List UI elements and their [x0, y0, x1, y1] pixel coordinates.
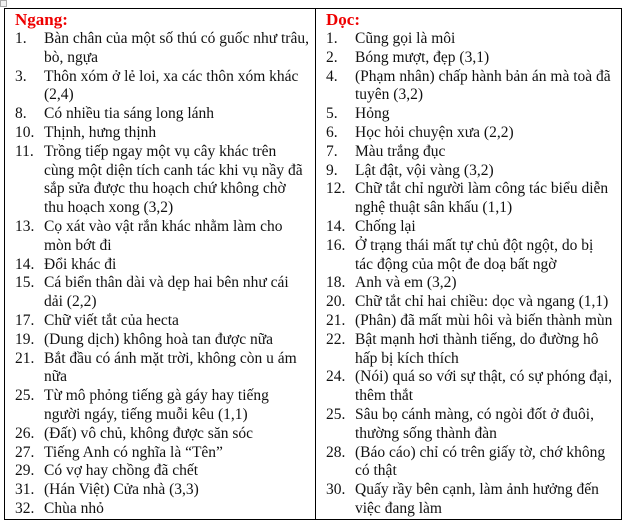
clue-number: 25.: [326, 405, 346, 423]
clue-text: Chữ tắt chỉ người làm công tác biểu diễn nghệ thuật sân khấu (1,1): [355, 180, 609, 217]
clue-text: Tiếng Anh có nghĩa là “Tên”: [44, 443, 223, 461]
clue-text: Đổi khác đi: [44, 255, 117, 273]
clue-text: (Phân) đã mất mùi hôi và biến thành mùn: [355, 311, 613, 329]
clue-row: [326, 444, 615, 482]
clue-number: 8.: [15, 105, 27, 123]
clue-text: Anh và em (3,2): [355, 274, 457, 292]
clue-row: [326, 218, 615, 237]
clue-text: Từ mô phỏng tiếng gà gáy hay tiếng người ngáy, tiếng muỗi kêu (1,1): [44, 387, 269, 423]
down-header: Dọc:: [326, 10, 360, 29]
clue-row: [15, 143, 309, 218]
clue-text: Cá biển thân dài và dẹp hai bên như cái dải (2,2): [44, 274, 289, 311]
clue-number: 14.: [15, 255, 35, 273]
clue-number: 2.: [326, 48, 338, 66]
clue-number: 24.: [326, 368, 346, 386]
clue-number: 26.: [15, 424, 35, 442]
clue-row: [326, 368, 615, 406]
clue-row: [15, 124, 309, 143]
clue-text: Thôn xóm ở lẻ loi, xa các thôn xóm khác (2,4): [44, 67, 299, 104]
clue-row: [326, 237, 615, 275]
clue-row: [15, 105, 309, 124]
table-handle-icon: [0, 0, 7, 7]
clue-row: [326, 143, 615, 162]
clue-row: [326, 124, 615, 143]
clue-row: [326, 312, 615, 331]
clue-text: (Nói) quá so với sự thật, có sự phóng đại, thêm thắt: [355, 368, 613, 405]
clue-row: [326, 180, 615, 218]
clue-number: 7.: [326, 142, 338, 160]
clue-number: 22.: [326, 330, 346, 348]
clue-row: [326, 331, 615, 369]
clue-text: Bật mạnh hơi thành tiếng, do đường hô hấp bị kích thích: [355, 330, 599, 367]
clue-number: 19.: [15, 330, 35, 348]
clue-number: 21.: [15, 349, 35, 367]
clue-row: [326, 481, 615, 519]
across-column: [5, 9, 316, 519]
clue-row: [15, 68, 309, 106]
clue-number: 25.: [15, 387, 35, 405]
clue-row: [15, 481, 309, 500]
clue-text: (Báo cáo) chỉ có trên giấy tờ, chớ không có thật: [355, 443, 606, 480]
clue-row: [15, 331, 309, 350]
clue-text: Có vợ hay chồng đã chết: [44, 462, 199, 480]
clue-row: [326, 293, 615, 312]
clue-row: [326, 68, 615, 106]
clue-row: [15, 500, 309, 519]
clue-number: 29.: [15, 462, 35, 480]
clue-text: Chữ viết tắt của hecta: [44, 311, 179, 329]
clue-row: [15, 312, 309, 331]
clue-number: 20.: [326, 293, 346, 311]
clue-number: 10.: [15, 123, 35, 141]
clue-text: (Phạm nhân) chấp hành bản án mà toà đã tuyên (3,2): [355, 67, 611, 104]
clue-row: [326, 274, 615, 293]
clue-text: Chống lại: [355, 217, 416, 235]
clue-text: (Dung dịch) không hoà tan được nữa: [44, 330, 274, 348]
clue-number: 12.: [326, 180, 346, 198]
clue-number: 13.: [15, 217, 35, 235]
clue-text: Quấy rầy bên cạnh, làm ảnh hưởng đến việc đang làm: [355, 481, 599, 517]
clue-number: 4.: [326, 67, 338, 85]
clue-number: 6.: [326, 123, 338, 141]
clue-text: Lật đật, vội vàng (3,2): [355, 161, 494, 179]
clue-row: [326, 49, 615, 68]
clue-text: Sâu bọ cánh màng, có ngòi đốt ở đuôi, thường sống thành đàn: [355, 405, 594, 442]
clue-text: Chùa nhỏ: [44, 499, 104, 517]
clue-text: Bắt đầu có ánh mặt trời, không còn u ám nữa: [44, 349, 297, 386]
clue-text: Cũng gọi là môi: [355, 30, 456, 47]
clue-number: 3.: [15, 67, 27, 85]
clue-text: Thịnh, hưng thịnh: [44, 123, 157, 141]
clue-number: 1.: [326, 30, 338, 47]
clue-number: 30.: [326, 481, 346, 499]
clue-row: [15, 350, 309, 388]
clue-text: Hỏng: [355, 105, 390, 123]
clue-number: 15.: [15, 274, 35, 292]
clue-number: 18.: [326, 274, 346, 292]
clue-number: 28.: [326, 443, 346, 461]
clue-number: 9.: [326, 161, 338, 179]
clue-text: Chữ tắt chỉ hai chiều: dọc và ngang (1,1): [355, 293, 609, 311]
clue-row: [15, 425, 309, 444]
clue-text: (Hán Việt) Cửa nhà (3,3): [44, 481, 199, 499]
clue-text: Học hỏi chuyện xưa (2,2): [355, 123, 514, 141]
clue-row: [15, 462, 309, 481]
clue-number: 27.: [15, 443, 35, 461]
clue-row: [326, 406, 615, 444]
clue-number: 31.: [15, 481, 35, 499]
clue-row: [326, 30, 615, 49]
clues-table: [4, 8, 622, 520]
down-column: [316, 9, 621, 519]
across-header: Ngang:: [15, 10, 68, 29]
clue-number: 17.: [15, 311, 35, 329]
clue-row: [15, 218, 309, 256]
across-clue-list: [15, 30, 309, 519]
clue-row: [326, 105, 615, 124]
clue-text: Trồng tiếp ngay một vụ cây khác trên cùng một diện tích canh tác khi vụ nầy đã sắp sửa được thu hoạch chứ không chờ thu hoạch xong (3,2): [44, 142, 303, 217]
clue-row: [15, 30, 309, 68]
clue-number: 11.: [15, 142, 34, 160]
clue-text: (Đất) vô chủ, không được săn sóc: [44, 424, 254, 442]
clue-text: Bàn chân của một số thú có guốc như trâu, bò, ngựa: [44, 30, 309, 66]
clue-text: Màu trắng đục: [355, 142, 446, 160]
clue-row: [326, 162, 615, 181]
clue-row: [15, 444, 309, 463]
clue-text: Bóng mượt, đẹp (3,1): [355, 48, 490, 66]
clue-number: 16.: [326, 236, 346, 254]
clue-number: 14.: [326, 217, 346, 235]
clue-text: Có nhiều tia sáng long lánh: [44, 105, 215, 123]
down-clue-list: [326, 30, 615, 519]
clue-text: Ở trạng thái mất tự chủ đột ngột, do bị tác động của một đe doạ bất ngờ: [355, 236, 594, 273]
clue-number: 32.: [15, 499, 35, 517]
clue-number: 5.: [326, 105, 338, 123]
clue-row: [15, 274, 309, 312]
clue-row: [15, 256, 309, 275]
clue-number: 21.: [326, 311, 346, 329]
clue-number: 1.: [15, 30, 27, 47]
clue-text: Cọ xát vào vật rắn khác nhằm làm cho mòn bớt đi: [44, 217, 283, 254]
clue-row: [15, 387, 309, 425]
